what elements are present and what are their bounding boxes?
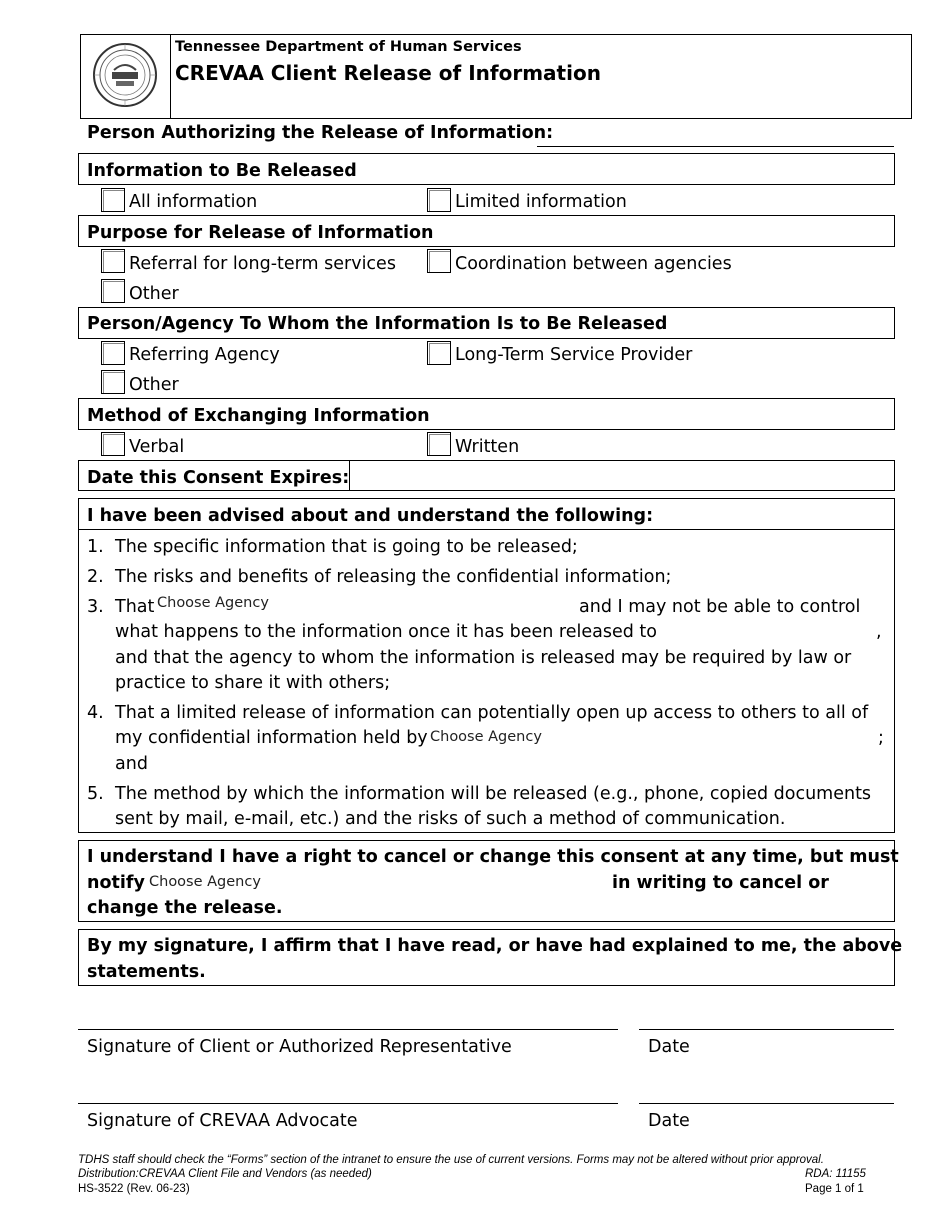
advocate-signature-line[interactable]: [78, 1103, 618, 1104]
item-3-line3: and that the agency to whom the information is released may be required by law or: [115, 648, 852, 668]
item-3-post: and I may not be able to control: [579, 597, 861, 617]
item-4-semicolon: ;: [878, 728, 884, 748]
item-4-line3: and: [115, 754, 148, 774]
written-checkbox[interactable]: [427, 432, 451, 456]
authorizing-field[interactable]: [537, 146, 894, 147]
client-signature-label: Signature of Client or Authorized Representative: [87, 1037, 512, 1057]
verbal-label: Verbal: [129, 437, 185, 457]
footer-note: TDHS staff should check the “Forms” section of the intranet to ensure the use of current versions. Forms may not be altered without prior approval.: [78, 1154, 824, 1166]
item-3-line4: practice to share it with others;: [115, 673, 391, 693]
info-released-heading: Information to Be Released: [87, 161, 357, 181]
item-2-text: The risks and benefits of releasing the confidential information;: [115, 567, 672, 587]
item-4-line2: my confidential information held by: [115, 728, 428, 748]
item-1-text: The specific information that is going to be released;: [115, 537, 578, 557]
department-name: Tennessee Department of Human Services: [175, 39, 522, 55]
state-seal: [92, 42, 158, 108]
cancel-agency-dropdown[interactable]: Choose Agency: [149, 874, 261, 890]
limited-information-checkbox[interactable]: [427, 188, 451, 212]
client-date-label: Date: [648, 1037, 690, 1057]
cancel-notify: notify: [87, 873, 145, 893]
affirm-line2: statements.: [87, 962, 206, 982]
advocate-date-line[interactable]: [639, 1103, 894, 1104]
all-information-checkbox[interactable]: [101, 188, 125, 212]
cancel-post: in writing to cancel or: [612, 873, 829, 893]
referring-agency-checkbox[interactable]: [101, 341, 125, 365]
coordination-checkbox[interactable]: [427, 249, 451, 273]
footer-distribution: Distribution:CREVAA Client File and Vendors (as needed): [78, 1168, 372, 1180]
advised-heading: I have been advised about and understand the following:: [87, 506, 654, 526]
recipient-other-label: Other: [129, 375, 179, 395]
purpose-other-label: Other: [129, 284, 179, 304]
long-term-provider-checkbox[interactable]: [427, 341, 451, 365]
form-title: CREVAA Client Release of Information: [175, 61, 601, 85]
item-3-pre: That: [115, 597, 155, 617]
item-1-num: 1.: [87, 537, 104, 557]
referral-checkbox[interactable]: [101, 249, 125, 273]
item-2-num: 2.: [87, 567, 104, 587]
item-3-line2: what happens to the information once it has been released to: [115, 622, 657, 642]
cancel-line1: I understand I have a right to cancel or change this consent at any time, but must: [87, 847, 899, 867]
item-3-agency-dropdown[interactable]: Choose Agency: [157, 595, 269, 611]
limited-information-label: Limited information: [455, 192, 627, 212]
cancel-line3: change the release.: [87, 898, 283, 918]
verbal-checkbox[interactable]: [101, 432, 125, 456]
item-4-num: 4.: [87, 703, 104, 723]
referring-agency-label: Referring Agency: [129, 345, 280, 365]
long-term-provider-label: Long-Term Service Provider: [455, 345, 693, 365]
advocate-signature-label: Signature of CREVAA Advocate: [87, 1111, 358, 1131]
recipient-other-checkbox[interactable]: [101, 370, 125, 394]
footer-form-number: HS-3522 (Rev. 06-23): [78, 1183, 190, 1195]
coordination-label: Coordination between agencies: [455, 254, 732, 274]
referral-label: Referral for long-term services: [129, 254, 396, 274]
footer-rda: RDA: 11155: [805, 1168, 866, 1180]
item-3-comma: ,: [876, 622, 882, 642]
advocate-date-label: Date: [648, 1111, 690, 1131]
expires-label: Date this Consent Expires:: [87, 468, 350, 488]
client-date-line[interactable]: [639, 1029, 894, 1030]
written-label: Written: [455, 437, 520, 457]
method-heading: Method of Exchanging Information: [87, 406, 430, 426]
header-divider: [170, 34, 171, 119]
footer-page: Page 1 of 1: [805, 1183, 864, 1195]
purpose-other-checkbox[interactable]: [101, 279, 125, 303]
item-4-line1: That a limited release of information can potentially open up access to others to all of: [115, 703, 869, 723]
authorizing-label: Person Authorizing the Release of Information:: [87, 123, 554, 143]
item-5-line1: The method by which the information will be released (e.g., phone, copied documents: [115, 784, 872, 804]
purpose-heading: Purpose for Release of Information: [87, 223, 434, 243]
item-5-line2: sent by mail, e-mail, etc.) and the risks of such a method of communication.: [115, 809, 786, 829]
item-3-num: 3.: [87, 597, 104, 617]
recipient-heading: Person/Agency To Whom the Information Is to Be Released: [87, 314, 668, 334]
item-4-agency-dropdown[interactable]: Choose Agency: [430, 729, 542, 745]
client-signature-line[interactable]: [78, 1029, 618, 1030]
advised-divider: [78, 529, 895, 530]
all-information-label: All information: [129, 192, 258, 212]
affirm-line1: By my signature, I affirm that I have read, or have had explained to me, the above: [87, 936, 903, 956]
item-5-num: 5.: [87, 784, 104, 804]
item-3-released-to-field[interactable]: [655, 622, 870, 644]
expires-date-field[interactable]: [352, 462, 892, 489]
